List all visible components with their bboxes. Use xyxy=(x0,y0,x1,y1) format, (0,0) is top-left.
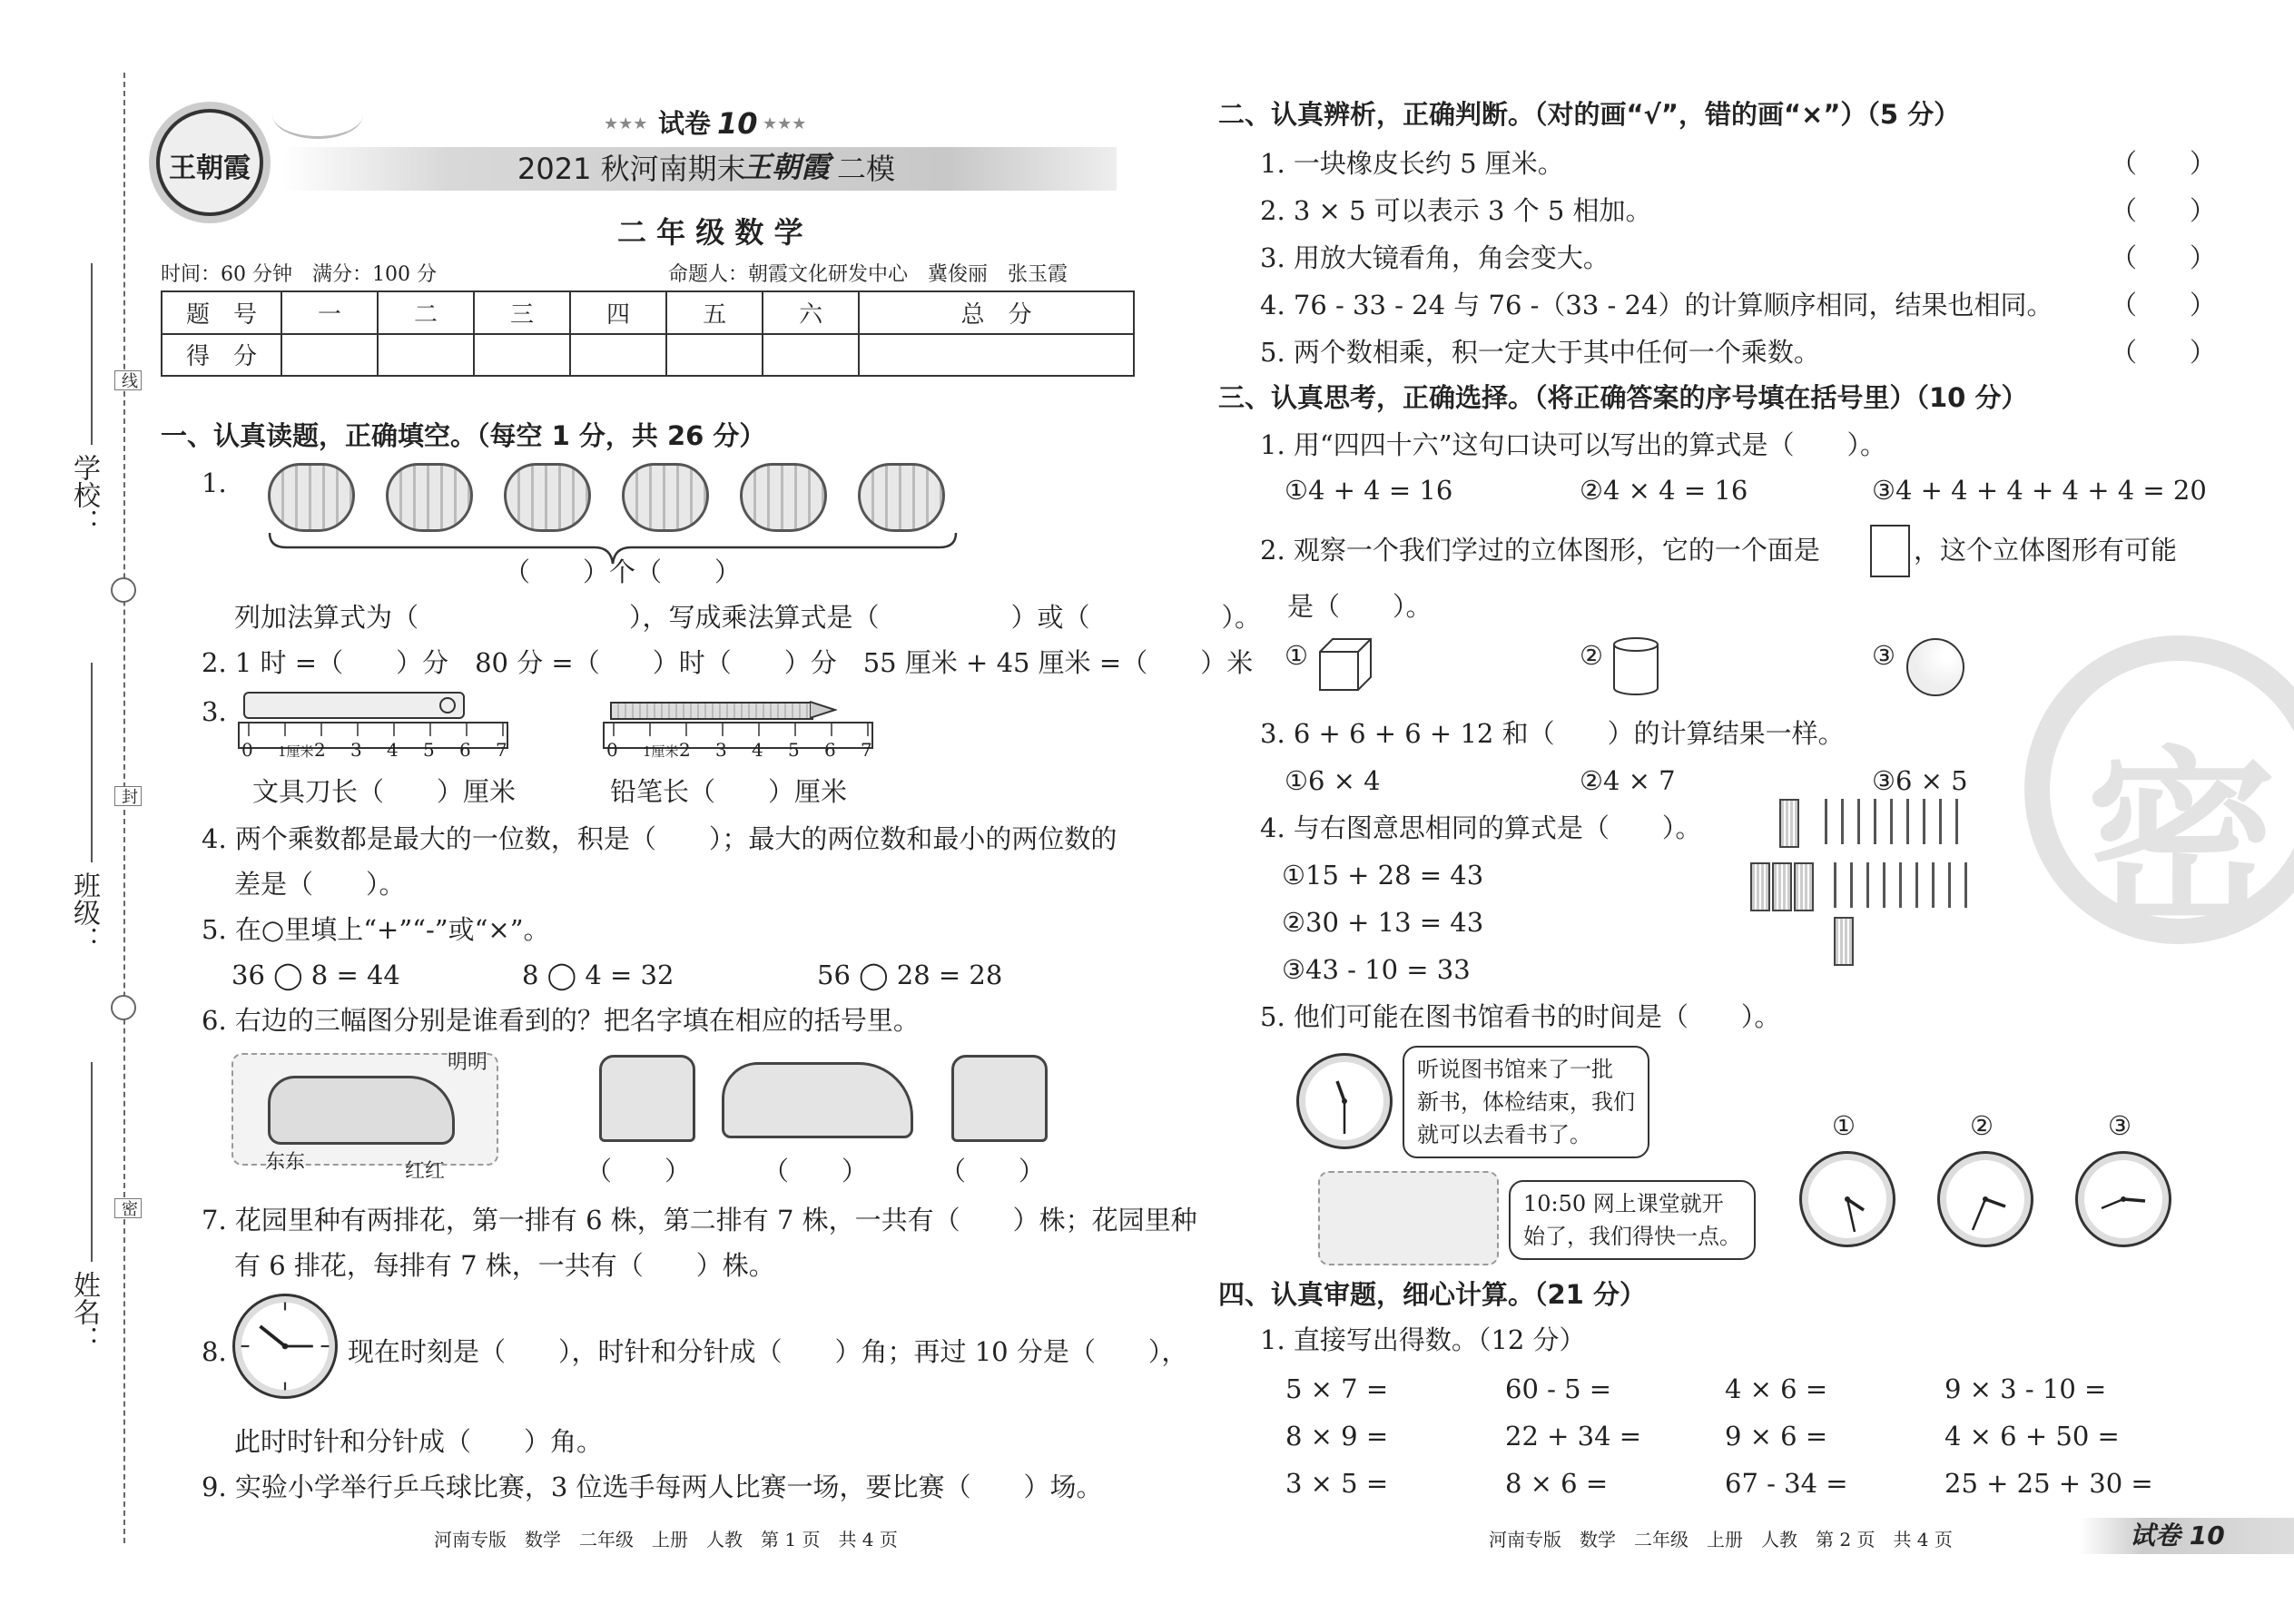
q3-pencil-answer[interactable]: 铅笔长（ ）厘米 xyxy=(610,776,848,807)
banana-bunch-icon xyxy=(268,463,355,532)
score-cell: 四 xyxy=(570,291,666,334)
binding-mark-secret: 密 xyxy=(114,1198,142,1218)
judge-item-1: 1. 一块橡皮长约 5 厘米。 xyxy=(1260,148,1564,179)
ruler-tick-label: 5 xyxy=(423,739,435,761)
speech-bubble-2: 10:50 网上课堂就开 始了，我们得快一点。 xyxy=(1509,1180,1756,1260)
q3-number: 3. xyxy=(202,696,227,727)
choice-q2-opt-3: ③ xyxy=(1872,640,1895,671)
calc-item[interactable]: 4 × 6 = xyxy=(1725,1373,1828,1404)
banana-bunch-icon xyxy=(386,463,473,532)
binding-mark-line: 线 xyxy=(114,370,142,390)
class-label: 班级： xyxy=(68,871,100,953)
exam-brand: 王朝霞 xyxy=(743,150,831,184)
stick-bundles-image xyxy=(1743,799,1988,971)
judge-item-3: 3. 用放大镜看角，角会变大。 xyxy=(1260,242,1610,273)
ruler-tick-label: 7 xyxy=(861,739,872,761)
brand-logo xyxy=(156,109,263,216)
ruler-tick-label: 2 xyxy=(314,739,326,761)
exam-title: 2021 秋河南期末 xyxy=(517,152,746,186)
clock-option-3-icon[interactable] xyxy=(2075,1151,2171,1247)
calc-item[interactable]: 8 × 6 = xyxy=(1505,1468,1609,1499)
q4-line2[interactable]: 差是（ ）。 xyxy=(234,869,406,900)
q8-clock-icon xyxy=(232,1294,338,1399)
q5-expr-a[interactable]: 36 ◯ 8 = 44 xyxy=(231,960,400,990)
choice-q2-b: ，这个立体图形有可能 xyxy=(1914,535,2178,566)
banana-bunch-icon xyxy=(740,463,827,532)
score-table xyxy=(161,290,1135,377)
score-table-header-row xyxy=(162,291,1134,334)
ruler-tick-label: 7 xyxy=(496,739,507,761)
pencil xyxy=(610,702,813,720)
score-input-cell[interactable] xyxy=(763,334,859,377)
choice-q2-c[interactable]: 是（ ）。 xyxy=(1287,591,1433,622)
q6-blank-2[interactable]: （ ） xyxy=(763,1156,869,1186)
calc-item[interactable]: 5 × 7 = xyxy=(1285,1373,1389,1404)
bundle-icon xyxy=(1834,917,1854,966)
calc-item[interactable]: 3 × 5 = xyxy=(1285,1468,1389,1499)
score-input-cell[interactable] xyxy=(281,334,378,377)
library-clock-icon xyxy=(1296,1053,1393,1149)
judge-item-2: 2. 3 × 5 可以表示 3 个 5 相加。 xyxy=(1260,195,1652,226)
exam-suffix: 二模 xyxy=(837,152,896,186)
calc-item[interactable]: 25 + 25 + 30 = xyxy=(1944,1468,2153,1499)
choice-q5[interactable]: 5. 他们可能在图书馆看书的时间是（ ）。 xyxy=(1260,1001,1781,1032)
score-input-cell[interactable] xyxy=(859,334,1134,377)
choice-q3-opt-3: ③6 × 5 xyxy=(1872,765,1968,796)
authors: 命题人：朝霞文化研发中心 冀俊丽 张玉霞 xyxy=(668,263,1068,286)
choice-q4-opt-2: ②30 + 13 = 43 xyxy=(1282,907,1484,938)
judge-blank-4[interactable]: （ ） xyxy=(2111,290,2217,320)
score-table-score-row xyxy=(162,334,1134,377)
cube-icon xyxy=(1316,635,1374,694)
q7-line2[interactable]: 有 6 排花，每排有 7 株，一共有（ ）株。 xyxy=(234,1250,775,1281)
q6-blank-3[interactable]: （ ） xyxy=(940,1156,1046,1186)
school-underline xyxy=(91,263,93,445)
name-dongdong: 东东 xyxy=(265,1151,306,1174)
score-input-cell[interactable] xyxy=(570,334,666,377)
sphere-icon xyxy=(1906,638,1964,696)
calc-item[interactable]: 22 + 34 = xyxy=(1505,1421,1642,1452)
judge-blank-3[interactable]: （ ） xyxy=(2111,242,2217,273)
knife-lock-icon xyxy=(439,697,456,714)
q5-text: 5. 在○里填上“+”“-”或“×”。 xyxy=(202,914,550,945)
bundle-icon xyxy=(1750,862,1770,911)
score-cell: 得 分 xyxy=(162,334,281,377)
score-input-cell[interactable] xyxy=(378,334,474,377)
choice-q1-opt-3: ③4 + 4 + 4 + 4 + 4 = 20 xyxy=(1872,475,2207,506)
q6-blank-1[interactable]: （ ） xyxy=(586,1156,692,1186)
clock-option-1-label: ① xyxy=(1832,1110,1856,1141)
choice-q2-a: 2. 观察一个我们学过的立体图形，它的一个面是 xyxy=(1260,535,1820,566)
score-cell: 总 分 xyxy=(859,291,1134,334)
score-input-cell[interactable] xyxy=(666,334,763,377)
series-label: 试卷 xyxy=(658,108,712,139)
choice-q4-opt-3: ③43 - 10 = 33 xyxy=(1282,954,1471,985)
car-body xyxy=(268,1076,455,1145)
q8-number: 8. xyxy=(202,1336,227,1367)
banana-bunch-icon xyxy=(622,463,709,532)
choice-q2-opt-2: ② xyxy=(1580,640,1603,671)
ruler-tick-label: 1厘米 xyxy=(278,743,314,760)
banana-bunch-icon xyxy=(858,463,945,532)
calc-item[interactable]: 60 - 5 = xyxy=(1505,1373,1612,1404)
q8-line2[interactable]: 此时时针和分针成（ ）角。 xyxy=(234,1426,604,1457)
choice-q3-opt-2: ②4 × 7 xyxy=(1580,765,1676,796)
children-illustration xyxy=(1318,1171,1499,1265)
series-number: 10 xyxy=(717,106,758,141)
name-honghong: 红红 xyxy=(405,1160,446,1183)
choice-q4-opt-1: ①15 + 28 = 43 xyxy=(1282,860,1484,891)
ruler-tick-label: 0 xyxy=(241,739,253,761)
cylinder-icon xyxy=(1611,635,1660,697)
q4-line1[interactable]: 4. 两个乘数都是最大的一位数，积是（ ）；最大的两位数和最小的两位数的 xyxy=(202,823,1117,854)
bundle-icon xyxy=(1794,862,1814,911)
binding-hole-1 xyxy=(111,577,136,603)
ruler-tick-label: 1厘米 xyxy=(643,743,679,760)
ruler-tick-label: 6 xyxy=(459,739,471,761)
calc-item[interactable]: 67 - 34 = xyxy=(1725,1468,1848,1499)
bundle-icon xyxy=(1779,799,1799,848)
ruler-tick-label: 4 xyxy=(387,739,399,761)
footer-tag: 试卷 10 xyxy=(2130,1521,2225,1550)
binding-line xyxy=(123,73,125,1543)
pencil-tip-icon xyxy=(810,700,837,720)
calc-item[interactable]: 8 × 9 = xyxy=(1285,1421,1389,1452)
ruler-tick-label: 2 xyxy=(679,739,691,761)
score-cell: 二 xyxy=(378,291,474,334)
score-cell: 六 xyxy=(763,291,859,334)
choice-q3-opt-1: ①6 × 4 xyxy=(1285,765,1381,796)
name-underline xyxy=(91,1062,93,1262)
score-cell: 一 xyxy=(281,291,378,334)
calc-q1: 1. 直接写出得数。（12 分） xyxy=(1260,1324,1586,1355)
ruler-tick-label: 5 xyxy=(788,739,800,761)
ruler-tick-label: 3 xyxy=(350,739,362,761)
ruler-tick-label: 3 xyxy=(715,739,727,761)
school-label: 学校： xyxy=(68,454,100,536)
square-face-icon xyxy=(1870,525,1910,577)
speech-bubble-1: 听说图书馆来了一批 新书，体检结束，我们 就可以去看书了。 xyxy=(1403,1046,1649,1158)
binding-mark-seal: 封 xyxy=(114,786,142,806)
car-rear-view xyxy=(599,1055,695,1142)
q7-line1[interactable]: 7. 花园里种有两排花，第一排有 6 株，第二排有 7 株，一共有（ ）株；花园里种 xyxy=(202,1205,1197,1235)
calc-item[interactable]: 9 × 6 = xyxy=(1725,1421,1828,1452)
secret-seal-watermark xyxy=(2024,635,2294,952)
q5-expr-b[interactable]: 8 ◯ 4 = 32 xyxy=(522,960,674,990)
clock-option-1-icon[interactable] xyxy=(1799,1151,1895,1247)
clock-option-3-label: ③ xyxy=(2108,1110,2132,1141)
brand-logo-text: 王朝霞 xyxy=(169,153,251,184)
judge-item-4: 4. 76 - 33 - 24 与 76 -（33 - 24）的计算顺序相同，结果也相同。 xyxy=(1260,290,2053,320)
name-label: 姓名： xyxy=(68,1271,100,1353)
utility-knife xyxy=(243,692,465,719)
q1-under-blank[interactable]: （ ）个（ ） xyxy=(504,556,742,587)
q2-text[interactable]: 2. 1 时 =（ ）分 80 分 =（ ）时（ ）分 55 厘米 + 45 厘米 =（ ）米 xyxy=(202,647,1254,678)
judge-blank-1[interactable]: （ ） xyxy=(2111,148,2217,179)
choice-q4[interactable]: 4. 与右图意思相同的算式是（ ）。 xyxy=(1260,812,1702,843)
q3-knife-answer[interactable]: 文具刀长（ ）厘米 xyxy=(252,776,517,807)
part2-heading: 二、认真辨析，正确判断。（对的画“√”，错的画“×”）（5 分） xyxy=(1218,99,1961,130)
score-cell: 三 xyxy=(474,291,570,334)
part1-heading: 一、认真读题，正确填空。（每空 1 分，共 26 分） xyxy=(161,420,766,451)
choice-q1-opt-1: ①4 + 4 = 16 xyxy=(1285,475,1453,506)
series-stars-left: ★★★ xyxy=(604,114,648,133)
score-cell: 题 号 xyxy=(162,291,281,334)
banana-row xyxy=(268,463,958,536)
binding-hole-2 xyxy=(111,995,136,1020)
bundle-icon xyxy=(1772,862,1792,911)
ruler-tick-label: 6 xyxy=(824,739,836,761)
subject-title: 二 年 级 数 学 xyxy=(617,215,803,250)
q1-text[interactable]: 列加法算式为（ ），写成乘法算式是（ ）或（ ）。 xyxy=(234,602,1262,633)
footer-right: 河南专版 数学 二年级 上册 人教 第 2 页 共 4 页 xyxy=(1489,1529,1953,1550)
series-stars-right: ★★★ xyxy=(763,114,807,133)
q1-number: 1. xyxy=(202,468,227,498)
part3-heading: 三、认真思考，正确选择。（将正确答案的序号填在括号里）（10 分） xyxy=(1218,382,2028,413)
part4-heading: 四、认真审题，细心计算。（21 分） xyxy=(1218,1279,1646,1310)
loose-sticks xyxy=(1825,799,1961,844)
class-underline xyxy=(91,663,93,862)
calc-item[interactable]: 9 × 3 - 10 = xyxy=(1944,1373,2107,1404)
name-mingming: 明明 xyxy=(448,1051,488,1074)
judge-item-5: 5. 两个数相乘，积一定大于其中任何一个乘数。 xyxy=(1260,337,1820,368)
clock-option-2-icon[interactable] xyxy=(1937,1151,2033,1247)
ruler-tick-label: 4 xyxy=(752,739,763,761)
judge-blank-2[interactable]: （ ） xyxy=(2111,195,2217,226)
calc-item[interactable]: 4 × 6 + 50 = xyxy=(1944,1421,2120,1452)
q9-text[interactable]: 9. 实验小学举行乒乓球比赛，3 位选手每两人比赛一场，要比赛（ ）场。 xyxy=(202,1471,1103,1502)
ruler-tick-label: 0 xyxy=(606,739,618,761)
choice-q1-opt-2: ②4 × 4 = 16 xyxy=(1580,475,1748,506)
loose-sticks xyxy=(1834,862,1970,908)
q8-line1[interactable]: 现在时刻是（ ），时针和分针成（ ）角；再过 10 分是（ ）， xyxy=(348,1336,1188,1367)
car-front-view xyxy=(951,1055,1048,1142)
score-cell: 五 xyxy=(666,291,763,334)
choice-q2-opt-1: ① xyxy=(1285,640,1308,671)
judge-blank-5[interactable]: （ ） xyxy=(2111,337,2217,368)
footer-left: 河南专版 数学 二年级 上册 人教 第 1 页 共 4 页 xyxy=(434,1529,898,1550)
banana-bunch-icon xyxy=(504,463,591,532)
score-input-cell[interactable] xyxy=(474,334,570,377)
time-info: 时间：60 分钟 满分：100 分 xyxy=(161,263,437,286)
choice-q1[interactable]: 1. 用“四四十六”这句口诀可以写出的算式是（ ）。 xyxy=(1260,429,1887,460)
clock-option-2-label: ② xyxy=(1970,1110,1994,1141)
header-ribbon xyxy=(272,91,363,139)
car-side-view xyxy=(722,1062,913,1138)
q6-text: 6. 右边的三幅图分别是谁看到的？把名字填在相应的括号里。 xyxy=(202,1005,920,1036)
secret-seal-glyph: 密 xyxy=(2086,730,2278,952)
choice-q3[interactable]: 3. 6 + 6 + 6 + 12 和（ ）的计算结果一样。 xyxy=(1260,718,1845,749)
q5-expr-c[interactable]: 56 ◯ 28 = 28 xyxy=(817,960,1003,990)
